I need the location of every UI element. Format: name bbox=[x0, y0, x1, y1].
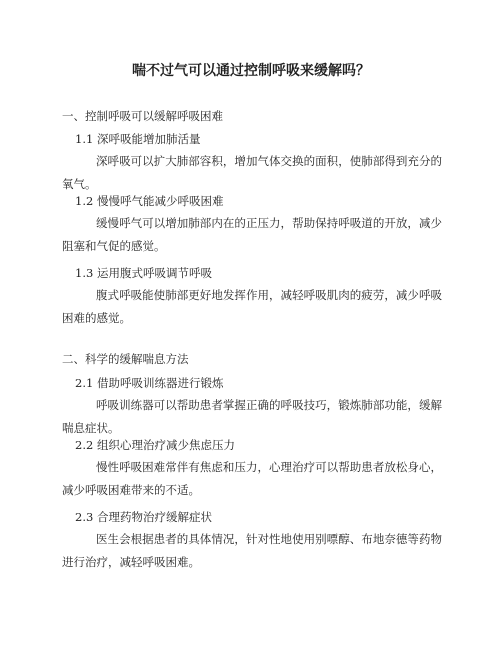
paragraph-2-3: 医生会根据患者的具体情况，针对性地使用别嘌醇、布地奈德等药物进行治疗，减轻呼吸困难。 bbox=[62, 532, 442, 569]
document-title: 喘不过气可以通过控制呼吸来缓解吗？ bbox=[132, 63, 370, 79]
subsection-heading-2-2: 2.2 组织心理治疗减少焦虑压力 bbox=[75, 438, 235, 452]
subsection-heading-1-1: 1.1 深呼吸能增加肺活量 bbox=[75, 132, 201, 146]
subsection-heading-2-1: 2.1 借助呼吸训练器进行锻炼 bbox=[75, 376, 224, 390]
subsection-heading-2-3: 2.3 合理药物治疗缓解症状 bbox=[75, 510, 212, 524]
paragraph-1-1: 深呼吸可以扩大肺部容积，增加气体交换的面积，使肺部得到充分的氧气。 bbox=[62, 154, 442, 191]
section-heading-1: 一、控制呼吸可以缓解呼吸困难 bbox=[62, 109, 223, 123]
section-heading-2: 二、科学的缓解喘息方法 bbox=[62, 352, 189, 366]
paragraph-2-1: 呼吸训练器可以帮助患者掌握正确的呼吸技巧，锻炼肺部功能，缓解喘息症状。 bbox=[62, 398, 442, 435]
paragraph-1-2: 缓慢呼气可以增加肺部内在的正压力，帮助保持呼吸道的开放，减少阻塞和气促的感觉。 bbox=[62, 216, 442, 253]
paragraph-2-2: 慢性呼吸困难常伴有焦虑和压力，心理治疗可以帮助患者放松身心，减少呼吸困难带来的不适。 bbox=[62, 460, 442, 497]
paragraph-1-3: 腹式呼吸能使肺部更好地发挥作用，减轻呼吸肌肉的疲劳，减少呼吸困难的感觉。 bbox=[62, 288, 442, 325]
subsection-heading-1-2: 1.2 慢慢呼气能减少呼吸困难 bbox=[75, 194, 224, 208]
subsection-heading-1-3: 1.3 运用腹式呼吸调节呼吸 bbox=[75, 266, 212, 280]
